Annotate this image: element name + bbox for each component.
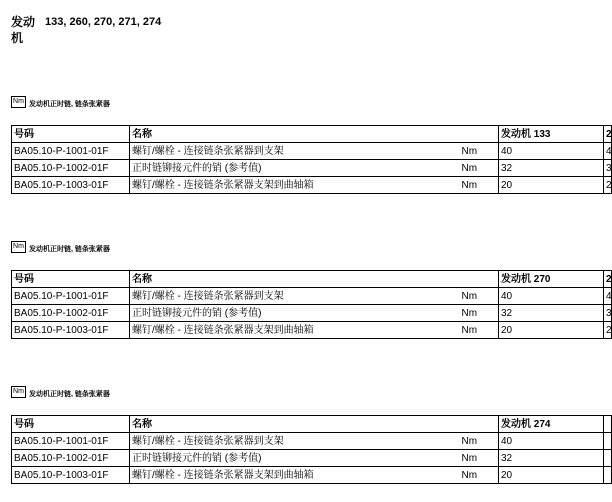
column-header-engine: 发动机 274	[499, 416, 604, 433]
column-header-part-no: 号码	[12, 126, 130, 143]
header-engine-models: 133, 260, 270, 271, 274	[45, 16, 162, 28]
extra-value-cell	[604, 467, 612, 484]
torque-value-cell: 32	[499, 450, 604, 467]
table-header-row	[12, 126, 612, 143]
torque-value-cell: 40	[499, 433, 604, 450]
table-row	[12, 160, 612, 177]
unit-cell: Nm	[460, 143, 499, 160]
table-row	[12, 177, 612, 194]
part-number-cell: BA05.10-P-1002-01F	[12, 160, 130, 177]
column-header-engine: 发动机 133	[499, 126, 604, 143]
part-name-cell: 螺钉/螺栓 - 连接链条张紧器支架到曲轴箱	[130, 467, 460, 484]
section-title-text: 发动机正时链, 链条张紧器	[29, 101, 110, 108]
part-number-cell: BA05.10-P-1001-01F	[12, 433, 130, 450]
torque-table	[11, 270, 612, 339]
part-name-cell: 螺钉/螺栓 - 连接链条张紧器支架到曲轴箱	[130, 322, 460, 339]
column-header-extra	[604, 416, 612, 433]
extra-value-cell: 2	[604, 177, 612, 194]
unit-cell: Nm	[460, 433, 499, 450]
column-header-extra: 2	[604, 271, 612, 288]
table-row	[12, 433, 612, 450]
column-header-name: 名称	[130, 126, 499, 143]
extra-value-cell: 2	[604, 322, 612, 339]
section-title-text: 发动机正时链, 链条张紧器	[29, 391, 110, 398]
part-name-cell: 螺钉/螺栓 - 连接链条张紧器支架到曲轴箱	[130, 177, 460, 194]
torque-table	[11, 415, 612, 484]
torque-value-cell: 40	[499, 143, 604, 160]
table-row	[12, 288, 612, 305]
extra-value-cell	[604, 450, 612, 467]
table-header-row	[12, 271, 612, 288]
extra-value-cell: 4	[604, 143, 612, 160]
part-name-cell: 正时链铆接元件的销 (参考值)	[130, 305, 460, 322]
part-name-cell: 螺钉/螺栓 - 连接链条张紧器到支架	[130, 433, 460, 450]
nm-torque-icon: Nm	[11, 96, 26, 108]
unit-cell: Nm	[460, 305, 499, 322]
table-row	[12, 322, 612, 339]
table-row	[12, 467, 612, 484]
unit-cell: Nm	[460, 322, 499, 339]
column-header-part-no: 号码	[12, 416, 130, 433]
part-number-cell: BA05.10-P-1003-01F	[12, 322, 130, 339]
torque-value-cell: 20	[499, 322, 604, 339]
unit-cell: Nm	[460, 467, 499, 484]
header-label: 发动机	[11, 15, 36, 45]
unit-cell: Nm	[460, 450, 499, 467]
part-name-cell: 正时链铆接元件的销 (参考值)	[130, 160, 460, 177]
nm-torque-icon: Nm	[11, 241, 26, 253]
torque-value-cell: 20	[499, 467, 604, 484]
torque-value-cell: 20	[499, 177, 604, 194]
table-row	[12, 450, 612, 467]
part-name-cell: 螺钉/螺栓 - 连接链条张紧器到支架	[130, 143, 460, 160]
column-header-extra: 2	[604, 126, 612, 143]
part-number-cell: BA05.10-P-1001-01F	[12, 288, 130, 305]
extra-value-cell: 4	[604, 288, 612, 305]
torque-table	[11, 125, 612, 194]
unit-cell: Nm	[460, 177, 499, 194]
table-header-row	[12, 416, 612, 433]
part-number-cell: BA05.10-P-1002-01F	[12, 450, 130, 467]
part-number-cell: BA05.10-P-1003-01F	[12, 177, 130, 194]
part-number-cell: BA05.10-P-1003-01F	[12, 467, 130, 484]
part-number-cell: BA05.10-P-1002-01F	[12, 305, 130, 322]
extra-value-cell	[604, 433, 612, 450]
part-number-cell: BA05.10-P-1001-01F	[12, 143, 130, 160]
section-title-text: 发动机正时链, 链条张紧器	[29, 246, 110, 253]
column-header-name: 名称	[130, 416, 499, 433]
nm-torque-icon: Nm	[11, 386, 26, 398]
unit-cell: Nm	[460, 288, 499, 305]
torque-value-cell: 32	[499, 305, 604, 322]
torque-value-cell: 40	[499, 288, 604, 305]
column-header-name: 名称	[130, 271, 499, 288]
column-header-part-no: 号码	[12, 271, 130, 288]
table-row	[12, 143, 612, 160]
unit-cell: Nm	[460, 160, 499, 177]
part-name-cell: 螺钉/螺栓 - 连接链条张紧器到支架	[130, 288, 460, 305]
part-name-cell: 正时链铆接元件的销 (参考值)	[130, 450, 460, 467]
extra-value-cell: 3	[604, 160, 612, 177]
extra-value-cell: 3	[604, 305, 612, 322]
table-row	[12, 305, 612, 322]
torque-value-cell: 32	[499, 160, 604, 177]
column-header-engine: 发动机 270	[499, 271, 604, 288]
